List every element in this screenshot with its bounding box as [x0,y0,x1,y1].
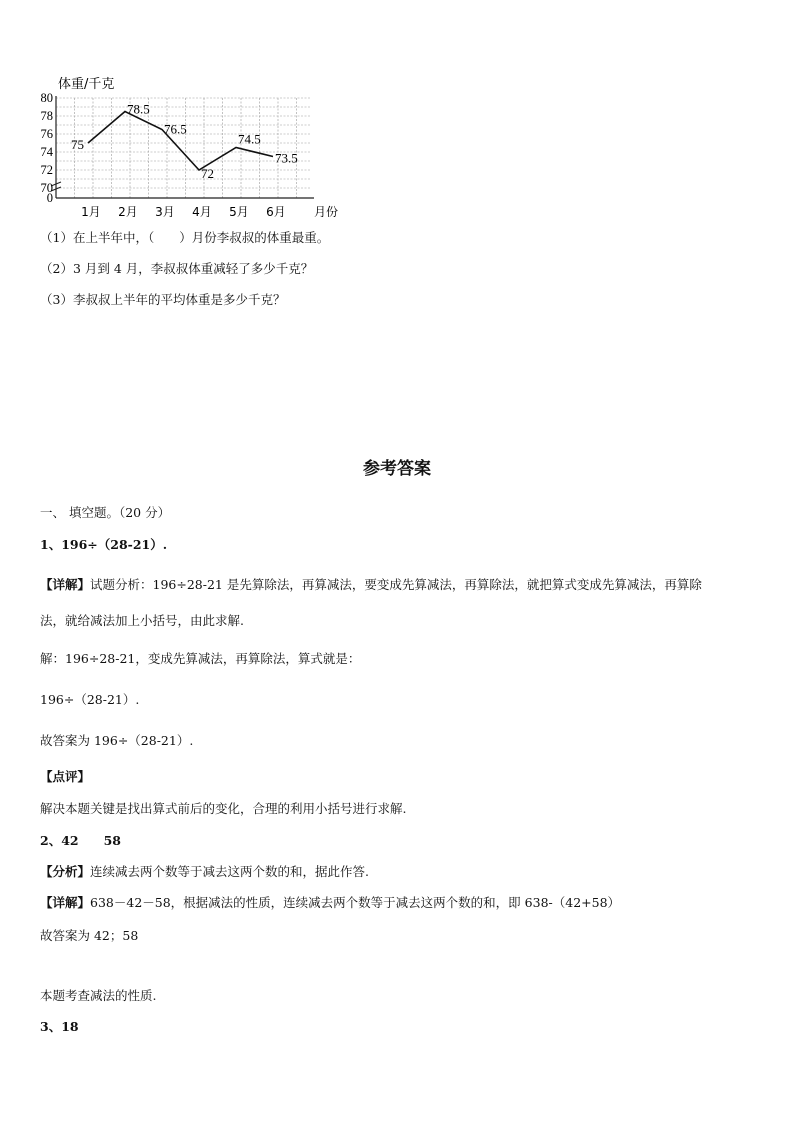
x-tick-label: 4月 [192,205,212,219]
detail-text: 试题分析：196÷28-21 是先算除法，再算减法，要变成先算减法，再算除法，就把算式变成先算减法，再算除 [90,577,702,592]
y-tick-label: 74 [40,145,53,159]
answer-2-number: 2、42 58 [40,833,121,848]
x-tick-label: 1月 [81,205,101,219]
question-1: （1）在上半年中，（ ）月份李叔叔的体重最重。 [40,230,330,245]
y-tick-labels [41,91,54,205]
data-label: 75 [71,137,84,152]
answer-2-detail [40,894,620,912]
analysis-tag: 【分析】 [40,864,91,879]
detail-tag: 【详解】 [40,895,91,910]
x-tick-labels [81,205,286,219]
data-label: 74.5 [238,131,261,147]
x-tick-label: 3月 [155,205,175,219]
weight-line-chart [30,74,340,224]
data-label: 72 [201,166,214,181]
chart-grid [56,98,310,198]
section-heading: 一、 填空题。（20 分） [40,505,171,520]
data-labels [71,102,298,182]
data-label: 73.5 [275,150,298,166]
y-tick-label: 0 [46,191,53,205]
detail-text: 638－42－58，根据减法的性质，连续减去两个数等于减去这两个数的和，即 638-（42+58） [90,895,621,910]
answer-1-comment: 解决本题关键是找出算式前后的变化，合理的利用小括号进行求解. [40,801,407,816]
x-tick-label: 6月 [266,205,286,219]
data-label: 78.5 [127,101,150,117]
x-axis-label: 月份 [314,205,339,219]
y-tick-label: 78 [40,109,53,123]
y-tick-label: 80 [40,91,53,105]
answer-2-analysis [40,863,369,881]
answers-heading: 参考答案 [363,459,431,479]
y-tick-label: 76 [40,127,53,141]
y-tick-label: 72 [40,163,53,177]
answer-1-detail-line1 [40,576,702,594]
question-2: （2）3 月到 4 月，李叔叔体重减轻了多少千克？ [40,261,314,276]
detail-tag: 【详解】 [40,577,91,592]
x-tick-label: 5月 [229,205,249,219]
answer-3-number: 3、18 [40,1019,79,1034]
y-tick-label: 70 [40,181,53,195]
answer-1-detail-line2: 法，就给减法加上小括号，由此求解. [40,613,244,628]
answer-1-conclusion: 故答案为 196÷（28-21）. [40,733,194,748]
question-3: （3）李叔叔上半年的平均体重是多少千克？ [40,292,286,307]
data-label: 76.5 [164,121,187,137]
y-axis-label: 体重/千克 [58,77,115,92]
analysis-text: 连续减去两个数等于减去这两个数的和，据此作答. [90,864,369,879]
answer-1-number: 1、196÷（28-21）. [40,537,168,552]
answer-1-comment-tag: 【点评】 [40,769,91,784]
answer-1-solution: 解：196÷28-21，变成先算减法，再算除法，算式就是： [40,651,361,666]
x-tick-label: 2月 [118,205,138,219]
answer-1-expression: 196÷（28-21）. [40,692,140,707]
answer-2-note: 本题考查减法的性质. [40,988,157,1003]
answer-2-conclusion: 故答案为 42；58 [40,928,139,943]
